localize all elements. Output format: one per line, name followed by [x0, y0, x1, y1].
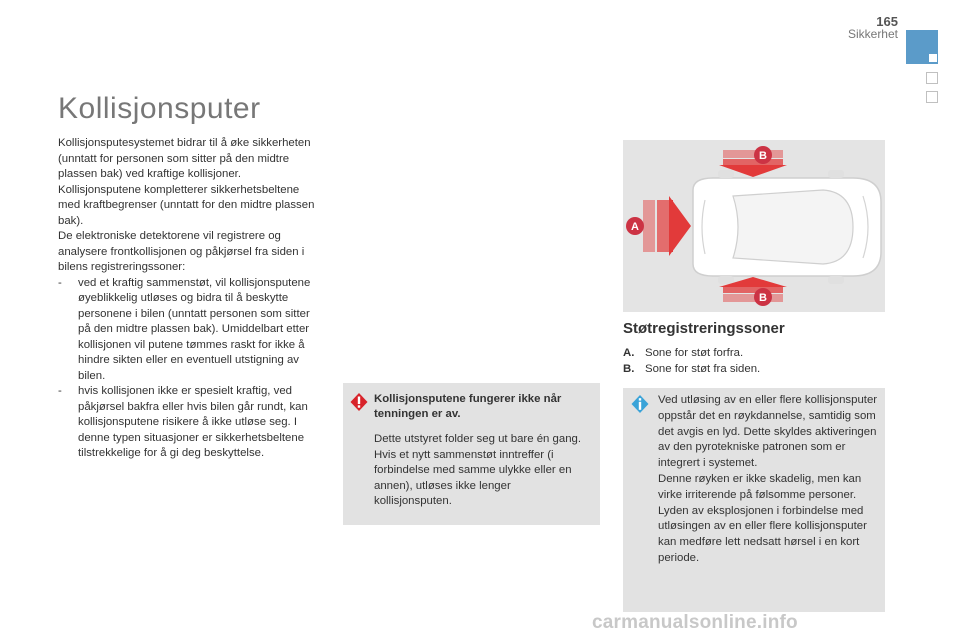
- badge-b-top-label: B: [759, 150, 767, 162]
- impact-zones-illustration: [623, 140, 885, 312]
- info-text: [658, 393, 880, 567]
- section-label: Sikkerhet: [847, 27, 898, 41]
- intro-text: [58, 136, 320, 462]
- info-paragraph: Ved utløsing av en eller flere kollisjonsputer oppstår det en røykdannelse, samtidig som det avgis en lyd. Dette skyldes aktiveringen av den pyrotekniske patronen som er integrert i systemet.: [658, 394, 878, 470]
- badge-b-bottom-label: B: [759, 292, 767, 304]
- chapter-marker-empty: [926, 72, 938, 84]
- warning-text: Dette utstyret folder seg ut bare én gang. Hvis et nytt sammenstøt inntreffer (i forbindelse med samme ulykke eller en annen), utløses ikke lenger kollisjonsputen.: [374, 433, 582, 507]
- watermark: carmanualsonline.info: [592, 612, 798, 633]
- list-item: [58, 384, 320, 462]
- front-impact-arrow: [643, 196, 691, 256]
- zone-text: Sone for støt fra siden.: [645, 363, 761, 375]
- page-number: 165: [876, 14, 898, 29]
- zone-key: B.: [623, 363, 635, 375]
- info-paragraph: Denne røyken er ikke skadelig, men kan virke irriterende på følsomme personer.: [658, 472, 862, 501]
- info-icon: [631, 395, 649, 413]
- page-title: Kollisjonsputer: [58, 92, 261, 125]
- list-item: [623, 345, 760, 361]
- car-top-view: [693, 170, 881, 284]
- zones-list: [623, 345, 760, 377]
- intro-paragraph: De elektroniske detektorene vil registrere og analysere frontkollisjonen og påkjørsel fra siden i bilens registreringssoner:: [58, 230, 305, 273]
- bullet-text: hvis kollisjonen ikke er spesielt kraftig, ved påkjørsel bakfra eller hvis bilen går rundt, kan kollisjonsputene risikere å ikke utløse seg. I denne typen situasjoner er sikkerhetsbeltene tilstrekkelige for å gi deg beskyttelse.: [78, 385, 308, 459]
- zone-text: Sone for støt forfra.: [645, 347, 744, 359]
- info-paragraph: Lyden av eksplosjonen i forbindelse med utløsingen av en eller flere kollisjonsputer kan medføre lett nedsatt hørsel i en kort periode.: [658, 504, 867, 564]
- car-diagram: [623, 140, 885, 312]
- chapter-tab-marker: [929, 54, 937, 62]
- badge-b-bottom: [754, 288, 772, 306]
- warning-icon: [350, 393, 368, 411]
- list-item: [623, 361, 760, 377]
- warning-headline: Kollisjonsputene fungerer ikke når tenningen er av.: [374, 393, 562, 420]
- bullet-list: [58, 276, 320, 462]
- zone-key: A.: [623, 347, 635, 359]
- badge-b-top: [754, 146, 772, 164]
- bullet-dash: -: [58, 276, 62, 289]
- bullet-text: ved et kraftig sammenstøt, vil kollisjonsputene øyeblikkelig utløses og bidra til å beskytte personene i bilen (unntatt personen som sitter på den midtre plassen bak). Umiddelbart etter kollisjonen vil putene tømmes raskt for ikke å hindre sikten eller en eventuell utstigning av bilen.: [78, 276, 311, 382]
- badge-a: [626, 217, 644, 235]
- intro-paragraph: Kollisjonsputesystemet bidrar til å øke sikkerheten (unntatt for personen som sitter på den midtre plassen bak) ved kraftige kollisjoner. Kollisjonsputene kompletterer sikkerhetsbeltene med kraftbegrenser (unntatt for den midtre plassen bak).: [58, 137, 315, 227]
- badge-a-label: A: [631, 221, 639, 233]
- chapter-marker-empty: [926, 91, 938, 103]
- list-item: [58, 276, 320, 385]
- bullet-dash: -: [58, 385, 62, 397]
- section-heading: Støtregistreringssoner: [623, 320, 785, 337]
